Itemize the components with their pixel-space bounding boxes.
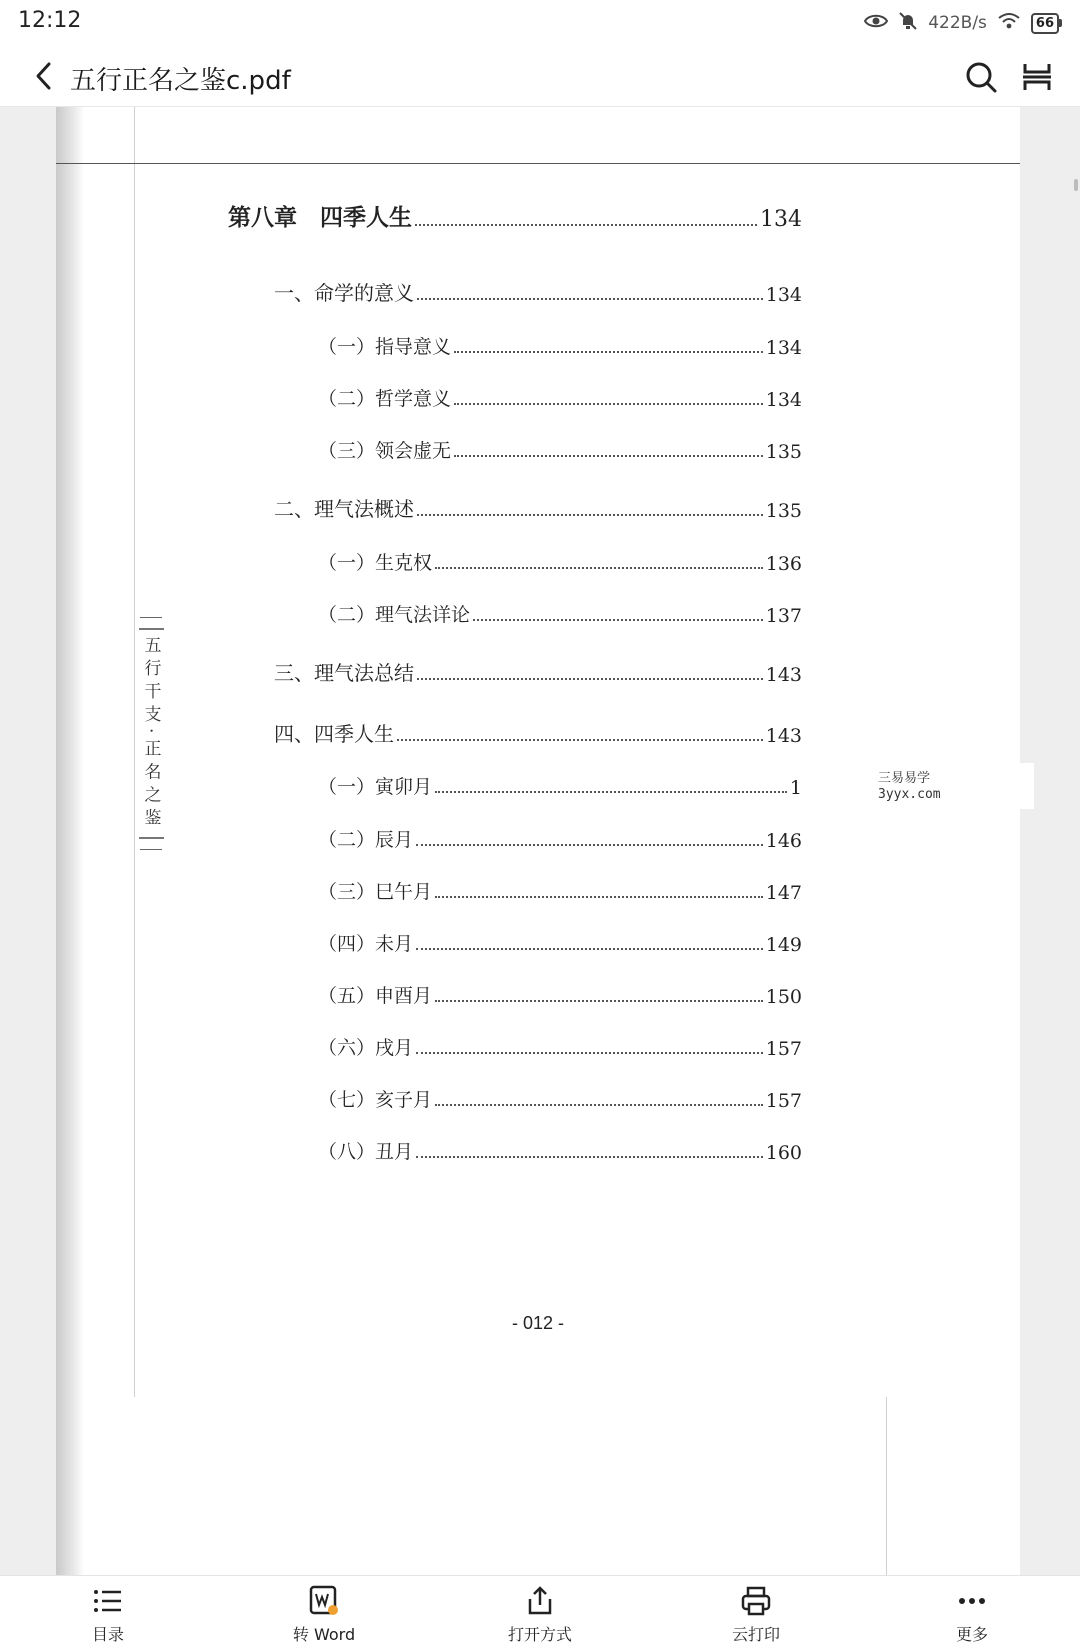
toc-entry-page: 147 (765, 882, 802, 904)
toc-leader-dots (417, 514, 763, 516)
toc-entry-page: 134 (765, 337, 802, 359)
toc-entry (318, 1033, 802, 1060)
toc-entry-page: 160 (765, 1142, 802, 1164)
toc-entry (228, 199, 802, 232)
status-icons (864, 10, 1062, 36)
title-bar (0, 46, 1080, 107)
battery-level: 66 (1031, 13, 1059, 34)
toc-entry-page: 135 (765, 500, 802, 522)
toc-entry-label: （一）生克权 (318, 552, 433, 574)
toc-entry-label: （一）寅卯月 (318, 776, 433, 798)
toc-entry-page: 149 (765, 934, 802, 956)
back-button[interactable] (26, 58, 62, 94)
share-icon (523, 1584, 557, 1618)
toc-entry-page: 150 (765, 986, 802, 1008)
toc-entry (318, 436, 802, 463)
more-icon (955, 1584, 989, 1618)
net-speed: 422B/s (928, 13, 987, 33)
toc-entry (318, 1085, 802, 1112)
watermark-line-1: 三易易学 (878, 771, 931, 786)
fit-width-icon (1018, 58, 1056, 96)
toc-leader-dots (416, 1052, 763, 1054)
watermark-line-2: 3yyx.com (878, 787, 941, 802)
toc-entry-label: （一）指导意义 (318, 336, 452, 358)
toc-leader-dots (435, 567, 763, 569)
toc-leader-dots (435, 791, 787, 793)
status-time: 12:12 (18, 8, 82, 33)
toc-entry (318, 548, 802, 575)
search-icon (962, 58, 1000, 96)
toc-entry-label: 一、命学的意义 (274, 281, 414, 305)
toc-leader-dots (435, 1104, 763, 1106)
toc-entry-page: 135 (765, 441, 802, 463)
document-viewer[interactable] (0, 107, 1080, 1575)
toc-entry-page: 134 (760, 207, 802, 232)
toc-leader-dots (416, 1156, 763, 1158)
back-icon (33, 61, 55, 91)
bell-off-icon (898, 11, 918, 36)
toc-entry-label: （八）丑月 (318, 1141, 414, 1163)
more-label: 更多 (955, 1625, 988, 1644)
toc-button[interactable] (28, 1576, 188, 1651)
side-title-text: 五行干支·正名之鉴 (139, 628, 164, 839)
toc-entry-label: 二、理气法概述 (274, 497, 414, 521)
table-of-contents (56, 107, 1020, 1307)
status-bar (0, 0, 1080, 46)
toc-entry (318, 384, 802, 411)
toc-entry-label: （二）辰月 (318, 829, 414, 851)
toc-entry-label: （三）领会虚无 (318, 440, 452, 462)
open-with-label: 打开方式 (507, 1625, 572, 1644)
toc-entry (318, 825, 802, 852)
toc-leader-dots (416, 948, 763, 950)
toc-label: 目录 (91, 1625, 124, 1644)
toc-entry-page: 134 (765, 389, 802, 411)
toc-entry-page: 157 (765, 1038, 802, 1060)
toc-entry-page: 143 (765, 725, 802, 747)
toc-leader-dots (417, 298, 763, 300)
toc-entry (318, 1137, 802, 1164)
toc-entry (274, 493, 802, 522)
toc-entry-label: （二）理气法详论 (318, 604, 471, 626)
wifi-icon (997, 12, 1021, 35)
toc-leader-dots (415, 224, 757, 226)
toc-leader-dots (435, 1000, 763, 1002)
toc-entry-page: 136 (765, 553, 802, 575)
toc-entry-page: 146 (765, 830, 802, 852)
convert-word-label: 转 Word (292, 1625, 356, 1644)
printer-icon (739, 1584, 773, 1618)
toc-leader-dots (454, 351, 763, 353)
toc-entry-page: 143 (765, 664, 802, 686)
open-with-button[interactable] (460, 1576, 620, 1651)
scroll-indicator[interactable] (1074, 179, 1078, 191)
toc-entry (318, 772, 802, 799)
toc-entry-page: 137 (765, 605, 802, 627)
search-button[interactable] (962, 58, 1000, 96)
toc-leader-dots (435, 896, 763, 898)
toc-entry (274, 277, 802, 306)
convert-word-button[interactable] (244, 1576, 404, 1651)
document-title: 五行正名之鉴c.pdf (70, 66, 291, 96)
cloud-print-label: 云打印 (731, 1625, 780, 1644)
toc-entry-label: （二）哲学意义 (318, 388, 452, 410)
toc-leader-dots (417, 678, 763, 680)
battery-icon (1031, 13, 1062, 34)
toc-entry-label: （三）巳午月 (318, 881, 433, 903)
toc-entry-label: （六）戌月 (318, 1037, 414, 1059)
toc-entry-page: 134 (765, 284, 802, 306)
eye-icon (864, 13, 888, 34)
toc-entry-label: 第八章 四季人生 (228, 204, 412, 231)
page-number: - 012 - (511, 1313, 565, 1333)
toc-leader-dots (397, 739, 763, 741)
word-convert-icon (307, 1584, 341, 1618)
toc-entry (318, 600, 802, 627)
toc-entry-page: 157 (765, 1090, 802, 1112)
toc-leader-dots (473, 619, 763, 621)
toc-entry (318, 877, 802, 904)
fit-width-button[interactable] (1018, 58, 1056, 96)
toc-entry-label: 四、四季人生 (274, 722, 394, 746)
toc-entry (274, 718, 802, 747)
more-button[interactable] (892, 1576, 1052, 1651)
toc-entry (318, 332, 802, 359)
toc-entry-page: 1 (789, 777, 802, 799)
bottom-toolbar (0, 1575, 1080, 1651)
toc-entry (318, 929, 802, 956)
toc-leader-dots (416, 844, 763, 846)
toc-entry-label: 三、理气法总结 (274, 661, 414, 685)
toc-entry-label: （七）亥子月 (318, 1089, 433, 1111)
list-icon (91, 1584, 125, 1618)
toc-leader-dots (454, 455, 763, 457)
watermark (870, 763, 1034, 809)
toc-entry-label: （五）申酉月 (318, 985, 433, 1007)
toc-entry (274, 657, 802, 686)
toc-entry (318, 981, 802, 1008)
cloud-print-button[interactable] (676, 1576, 836, 1651)
toc-entry-label: （四）未月 (318, 933, 414, 955)
next-pdf-page (56, 1397, 1020, 1575)
toc-leader-dots (454, 403, 763, 405)
